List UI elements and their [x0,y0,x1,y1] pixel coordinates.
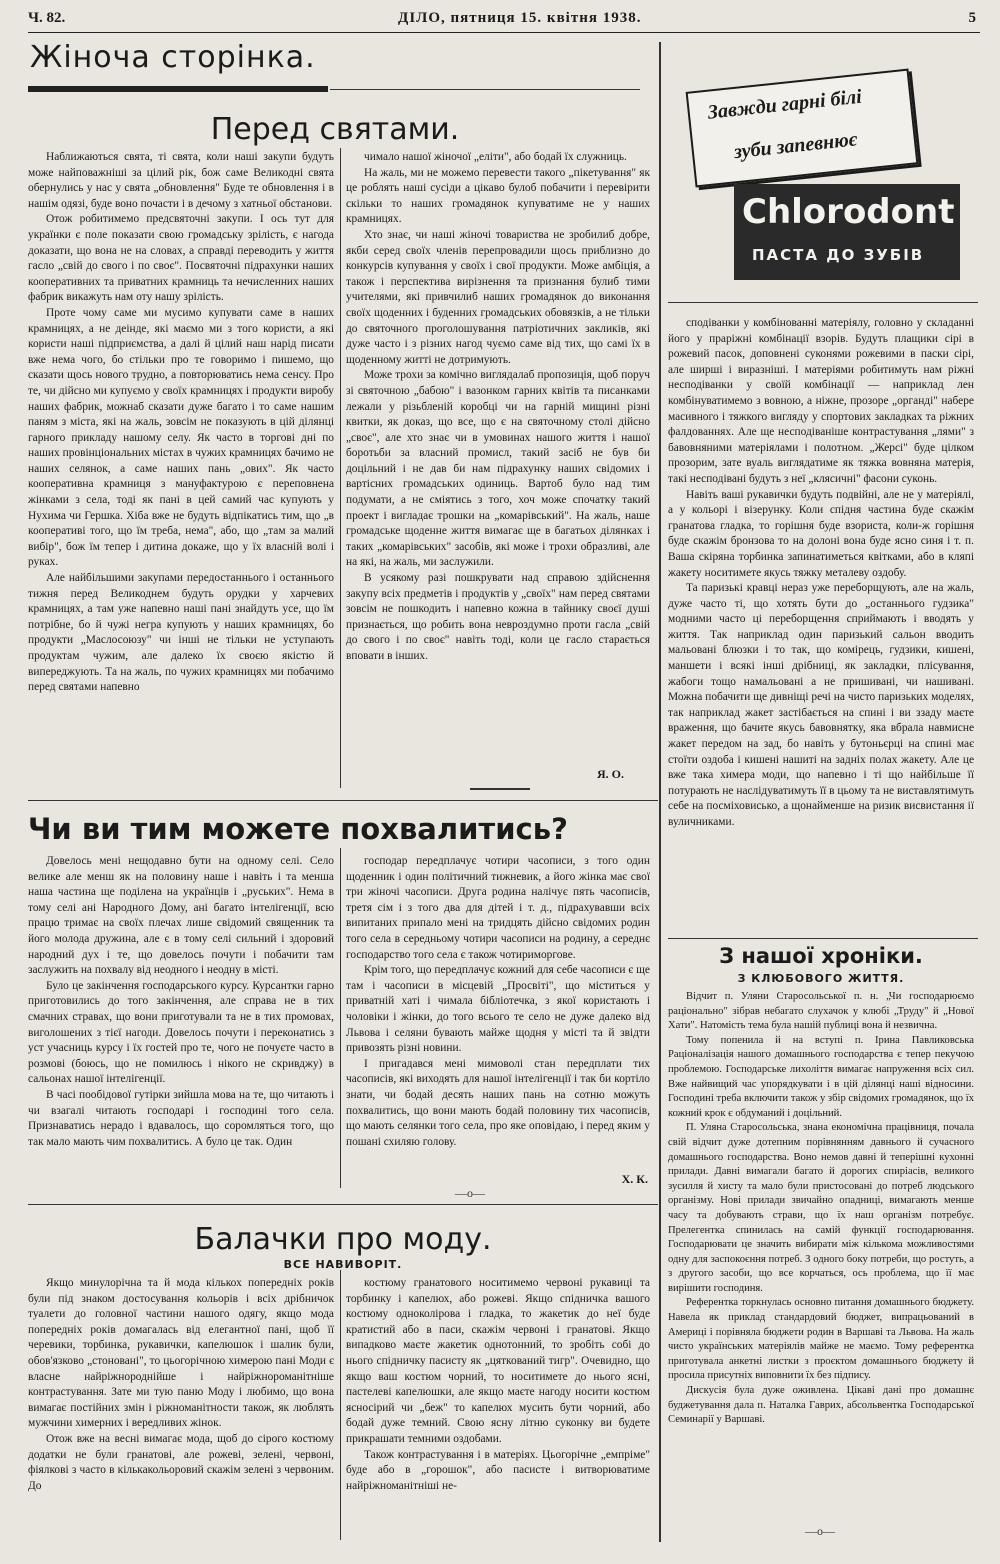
paragraph: Наближаються свята, ті свята, коли наші закупи будуть може найповажніші за цілий рік, бож саме Великодні свята обернулись у нас у свята „обновлення" Буде те обновлення і в нашім одязі, буде воно почасти і в дечому з хатньої обстанови. [28,151,334,210]
article-separator [28,800,658,801]
article2-signature: Х. К. [621,1172,648,1186]
page-number: 5 [968,10,976,26]
paragraph: В часі пообідової гутірки зийшла мова на те, що читають і чи взагалі читають господарі і господині того села. Признаватись нерадо і вдавалось, що соромляться того, що так мало мають чим похвалитись. А було це так. Один [28,1088,334,1148]
paragraph: костюму гранатового носитимемо червоні рукавиці та торбинку і капелюх, або рожеві. Якщо спідничка вашого костюму одноколірова і гладка, то жакетик до неї буде кратистий або в паси, скажім червоні і гранатові. Якщо випадково маєте жакетик однотонний, то зробіть собі до нього спідничку пасисту як „цяткований тигр". Очевидно, що якщо ваш костюм чорний, то носитимете до нього ясні, пастелеві капелюшки, але якщо маєте нагоду носити костюм ясносірий чи „беж" то капелюх мусить бути чорний, або бодай дуже темний. Свою ясну літню суконку ви будете прикрашати темними оздобами. [346,1277,650,1445]
paragraph: Референтка торкнулась основно питання домашнього бюджету. Навела як приклад стандардовий бюджет, випрацьований в Америці і порівняла бюджети родин в Варшаві та Львова. На жаль чисто українських матеріялів майже не маємо. Тому референтка приготувала анкетні листки з проєктом домашнього бюджету й просила присутніх виповнити їх без підпису. [668,1297,974,1382]
ad-brand-name: Chlorodont [742,192,955,232]
paragraph: Якщо минулорічна та й мода кількох попередніх років були під знаком достосування кольорів і всіх дрібничок туалети до головної частини нашого одягу, якщо мода попередніх років домагалась від елегантної пані, щоб її черевики, торбинка, рукавички, капелюшок і шалик були, обов'язково „стоновані", то цьогорічною химерою пані Моди є власне найріжнороднійше і найріжнороманітніше контрастування. Зате ми тую паню Моду і любимо, що вона вимагає постійних змін і ріжноманітности також, як люблять мужчини химерних і вередливих жінок. [28,1277,334,1430]
paragraph: Та паризькі кравці нераз уже переборщують, але на жаль, дуже часто ті, що хотять бути до „останнього гудзика" модними часто ці переборщення сприймають і вводять у життя. Так наприклад один паризький сальон вводить мальовані блюзки і то так, що комірець, гудзики, кишені, маншети і всякі інші дрібниці, як закладки, плісування, жабоги тощо намальовані а не пришивані, чи нашивані. Можна побачити ще дивніщі речі на чисто паризьких моделях, так наприклад жакет застібається на спині і ви ззаду маєте враження, що бачите якусь бавовнятку, яка вбрала навмисне жакет передом на зад, бо навіть у бутоньєрці на спині має стоїти оздоба і кишені нашиті на задніх полах жакету. Але це вже така химера моди, що напевно і ті що найбільше її потурають не наслідуватимуть її в цьому та не виставлятимуть себе на посміховисько, а щонайменше на ризик висвистання ії вуличниками. [668,582,974,828]
chlorodont-advertisement [676,66,970,290]
article2-column-2 [346,854,650,1172]
column-divider-a1 [340,148,341,788]
paragraph: господар передплачує чотири часописи, з того один щоденник і один політичний тижневик, а його жінка має свої три жіночі часописи. Друга родина налічує пять часописів, третя сім і з того два для дітей і т. д., підрахувавши всіх випитаних припало мені на тридцять дійсно свідомих родин того села в середньому чотири часописи на родину, а середнє господарство того села є також чотириморгове. [346,855,650,961]
ad-slogan-line2: зуби запевнює [733,128,859,164]
article2-column-1 [28,854,334,1198]
article3-column-1 [28,1276,334,1546]
section-rule [28,86,328,92]
ad-slogan-card [686,69,919,188]
article-title-before-holidays: Перед святами. [210,112,460,147]
section-title: Жіноча сторінка. [30,40,316,75]
paragraph: Також контрастування і в матеріях. Цьогорічне „емпріме" буде або в „горошок", або пасисте і витворюватиме найріжноманітніші не- [346,1448,650,1492]
paragraph: Може трохи за комічно виглядалаб пропозиція, щоб поруч зі святочною „бабою" і вазонком гарних квітів та писанками лежали у різьбленій коробці чи на гарній мищині різні квитки, як доказ, що все, що є на святочному столі дійсно „своє", але хто знає чи в умовинах нашого життя і нашої боротьби за власний промисл, такий засіб не був би доцільний і не дав би нам підрахунку наших свідомих і вартісних громадських одиниць. Вартоб було над тим подумати, а не сміятись з того, хоч може спочатку такий проект і вигладає трошки на „комарівський". На жаль, наше громадське щоденне життя вимагає ще в багатьох ділянках і таких „комарівських" засобів, які може і трохи образливі, але на які, на жаль, ми заслужили. [346,369,650,569]
paragraph: Дискусія була дуже оживлена. Цікаві дані про домашнє буджетування дала п. Наталка Гаврих, абсольвентка Господарської Семинарії у Варшаві. [668,1385,974,1426]
paragraph: Довелось мені нещодавно бути на одному селі. Село велике але менш як на половину наше і навіть і та менша наша частина ще поділена на українців і „руських". Нема в тому селі ані Народного Дому, ані багато інтелігенції, всю працю тримає на своїх плечах лише свідомий священник та його молода дружина, але є в тому селі сильний і здоровий народний дух і те, що довелось почути і побачити там заслужить на похвалу від неодного і неодну в місті. [28,855,334,977]
article-title-chronicle: З нашої хроніки. [719,944,923,968]
article1-column-2 [346,150,650,766]
paragraph: Крім того, що передплачує кожний для себе часописи є ще там і часописи в місцевій „Просвіті", що міститься у приватній хаті і чимала бібліотечка, з якої користають і чоловіки і жінки, до того всього те село не дуже далеко від Львова і селяни бувають майже щодня у місті та й звідти привозять різні новини. [346,964,650,1055]
ornament: —o— [455,1186,485,1200]
paragraph: Але найбільшими закупами передостаннього і останнього тижня перед Великоднем будуть орудки у харчевих крамницях, а там уже напевно наші пані знайдуть усе, що їм потрібне, бо й чужі негра купують у наших крамницях, бо продукти „Маслосоюзу" чи інші не тільки не уступають продуктам чужим, але далеко їх своєю якістю й випереджують. Та на жаль, по чужих крамницях ми побачимо перед святами напевно [28,572,334,694]
chronicle-column [668,990,974,1518]
ad-product-label: ПАСТА ДО ЗУБІВ [752,246,925,264]
paragraph: сподіванки у комбінованні матеріялу, головно у складанні його у праріжні комбінації взорів. Будуть плащики сірі в рожевий пасок, доповнені суконями рожевими в паски сірі, але ширші і виразніші. І матеріями робитимуть нам ріжні несподіванки у своїй комбінації — наприклад лен комбінуватимемо з вовною, а ніжне, прозоре „органді" набере масивного і тяжкого вигляду у спортових закладках та ріжних фалдованнях. Але ще несподіваніше контрастування „лями" з бавовняними матеріялами і полотном. „Жерсі" буде цілком прозорим, зате вуаль виглядатиме як тяжка вовняна матерія, такі несподівані будуть з неї „клясичні" фасони суконь. [668,317,974,485]
paragraph: В усякому разі пошкрувати над справою здійснення закупу всіх предметів і продуктів у „своїх" нам перед святами зовсім не пошкодить і напевно кожна в тайнику своєї душі признається, що робить вона невроздумно проти гасла „свій до свого і по своє" навіть тоді, коли це гасло старається вповати в інших. [346,572,650,662]
column-divider-a2 [340,848,341,1188]
masthead-date: ДІЛО, пятниця 15. квітня 1938. [398,10,642,26]
closing-rule [470,788,530,790]
paragraph: І пригадався мені мимоволі стан передплати тих часописів, які виходять для нашої інтелігенції і так би кортіло знати, чи бодай десять наших пань на сотню можуть похвалитись, що вони мають бодай половину тих часописів, що мають селянки того села, про яке оповідаю, і перед яким у пошані схиляю голову. [346,1057,650,1148]
paragraph: Отож робитимемо предсвяточні закупи. І ось тут для українки є поле показати свою громадську зрілість, є нагода доказати, що вона не на словах, а справді переводить у життя гасло „свій до свого і по своє". Посвяточні підрахунки наших кооперативних та приватних крамниць та нечисленних наших фабрик викажуть нам оту нашу зрілість. [28,213,334,304]
page-header [28,8,980,33]
paragraph: Проте чому саме ми мусимо купувати саме в наших крамницях, а не деінде, які маємо ми з того користи, а які користи наші підприємства, а далі й цілий наш нарід писати вже нема чого, бо стільки про те говоримо і пишемо, що сказати щось нового трудно, а повторюватись нема сенсу. Про те, чи дійсно ми купуємо у своїх крамницях і продукти виробу наших фабрик, можнаб сказати дуже багато і то саме нашим паням з міста, які на жаль, зовсім не показують в цій ділянці гарного прикладу нашому селу. Як часто в торгові дні по наших провінціональних містах в чужих крамницях бачимо не наших селянок, а саме наших пань „ових". Як часто кооперативна крамниця з мануфактурою є переповнена жінками з села, тоді як пані в цей самий час купують у Нухима чи Гершка. Хіба вже не будуть відпікатись тим, що „в кооперативі того, що їм треба, нема", або, що „там за малий вибір", бож їм тепер і дитина докаже, що у їх власній волі і руках. [28,306,334,569]
paragraph: На жаль, ми не можемо перевести такого „пікетування" як це роблять наші сусіди а цікаво булоб побачити і перевірити скільки то наших громадянок купуватиме не у наших крамницях. [346,166,650,226]
ornament: —o— [805,1524,835,1538]
column-divider-right [659,42,661,1542]
paragraph: Було це закінчення господарського курсу. Курсантки гарно приготовились до того закінчення, але справа не в тих смачних стравах, що вони приготували та не в тих промовах, виголошених з тієї нагоди. Довелось почути і переконатись з уст учасниць курсу і їх гостей про те, чого не почуєте часто в розмові (боюсь, що не помилюсь і нікого не скривджу) в сальонах нашої інтелігенції. [28,979,334,1086]
article-separator [28,1204,658,1205]
ad-separator [668,302,978,303]
paragraph: Хто знає, чи наші жіночі товариства не зробилиб добре, якби серед своїх членів перепровадили щось приблизно до конкурсів купування у своїх і свої продукти. Може амбіція, а також і перспектива вирізнення та признання булиб тими учителями, які привчилиб наших громадянок до виконання своїх щоденних і буденних громадських обовязків, а не тільки до святочного проголошування патріотичних закликів, які дуже часто і з різних нагод чуємо саме від тих, що самі їх в щоденному житті не дотримують. [346,228,650,366]
article-title-can-you-boast: Чи ви тим можете похвалитись? [28,812,568,846]
article1-signature: Я. О. [597,767,624,781]
article5-subtitle: З КЛЮБОВОГО ЖИТТЯ. [737,972,905,985]
article3-column-2 [346,1276,650,1546]
ad-brand-block [734,184,960,280]
fashion-continuation-column [668,316,974,934]
paragraph: чимало нашої жіночої „еліти", або бодай їх служниць. [364,151,627,163]
paragraph: Відчит п. Уляни Старосольської п. н. „Чи господарюємо раціонально" зібрав небагато слухачок у клюбі „Труду" й „Нової Хати". Натомість тема була нашій публиці вона й незвична. [668,991,974,1032]
issue-number: Ч. 82. [28,10,66,26]
column-divider-a3 [340,1270,341,1540]
article3-subtitle: ВСЕ НАВИВОРІТ. [283,1258,403,1271]
paragraph: Тому попенила й на вступі п. Ірина Павликовська Раціоналізація нашого домашнього господарства є тепер пекучою проблемою. Господарське лихоліття вимагає напруження всіх сил. Вже найвищий час упорядкувати і в цій ділянці наші відносини. Господині треба включити також у збір свідомих громадянок, що їх кожний крок є обдуманий і доцільний. [668,1034,974,1119]
paragraph: П. Уляна Старосольська, знана економічна працівниця, почала свій відчит дуже дотепним порівнянням давнього й сучасного домашнього господарства. Воно немов давні й теперішні кухонні прилади. Давні вимагали багато й дорогих спиріасів, великого зусилля й хисту та мало були пристосовані до потреб людського організму. Нові прилади звичайно опадниці, вимагають менше часу та добувають страви, що їх наш організм потребує. Прелегентка спинилась на самій функції господарювання. Господарювати це значить вибирати між кількома можливостями одну для заспокоєння потреб. З одного боку потреби, що ростуть, а з другого засоби, що все корчаться, ось проблема, що її має вирішити господиня. [668,1122,974,1294]
article-separator [668,938,978,939]
section-rule-thin [330,89,640,90]
article-title-fashion-talk: Балачки про моду. [194,1222,492,1257]
paragraph: Отож вже на весні вимагає мода, щоб до сірого костюму додатки не були гранатові, але рожеві, зелені, червоні, фіялкові з часто в кількакольоровий скажім зелені з червоним. До [28,1432,334,1492]
ad-slogan-line1: Завжди гарні білі [706,85,863,124]
paragraph: Навіть ваші рукавички будуть подвійні, але не у матеріялі, а у кольорі і візерунку. Коли спідня частина буде скажім гранатова гладка, то горішня буде взориста, коли-ж горішня буде скажім бронзова то на долоні вона буде ясно синя і т. п. Ваша скіряна торбинка запинатиметься квітками, або в кляпі жакету носитимете якусь тяжку металеву оздобу. [668,488,974,579]
article1-column-1 [28,150,334,798]
